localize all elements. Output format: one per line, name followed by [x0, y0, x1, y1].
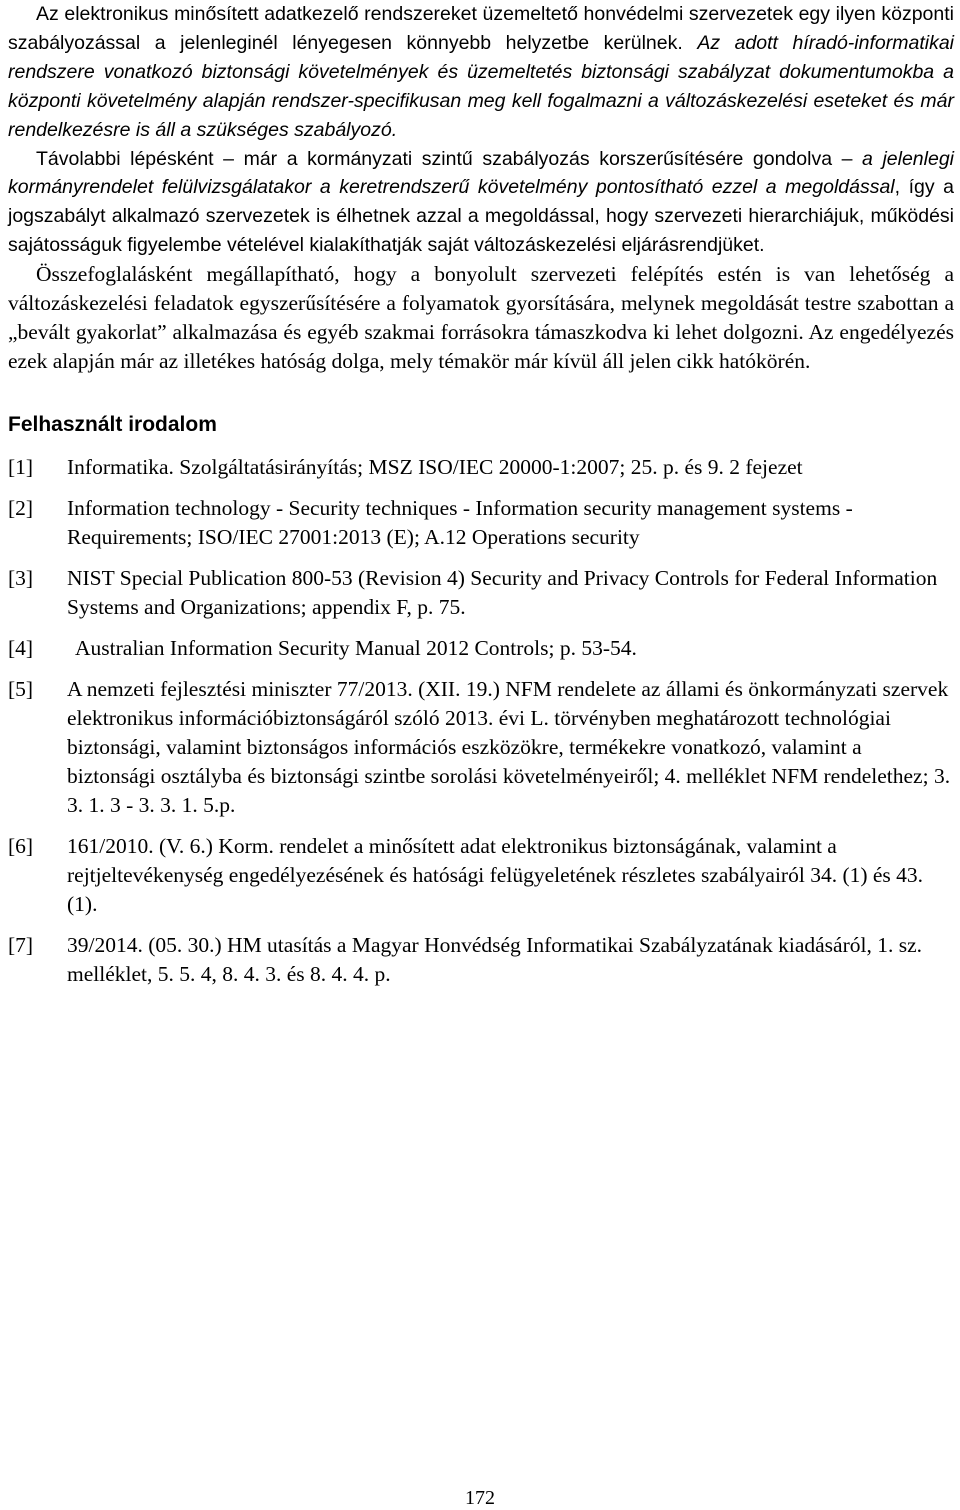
page-number: 172 [465, 1487, 495, 1509]
reference-text: 39/2014. (05. 30.) HM utasítás a Magyar Honvédség Informatikai Szabályzatának kiadásáról, 1. sz. melléklet, 5. 5. 4, 8. 4. 3. és 8. 4. 4. p. [67, 933, 922, 987]
reference-text: 161/2010. (V. 6.) Korm. rendelet a minősített adat elektronikus biztonságának, valamint a rejtjeltevékenység engedélyezésének és hatósági felügyeletének részletes szabályairól 34. (1) és 43. (1). [67, 834, 924, 917]
reference-number: [4] [8, 636, 34, 661]
reference-number: [3] [8, 566, 34, 591]
body-paragraph-1 [8, 0, 954, 145]
reference-item-3 [8, 564, 954, 622]
reference-number: [2] [8, 496, 34, 521]
reference-text: Informatika. Szolgáltatásirányítás; MSZ ISO/IEC 20000-1:2007; 25. p. és 9. 2 fejezet [67, 455, 803, 480]
reference-item-5 [8, 675, 954, 820]
paragraph-2-text-b: , így a jogszabályt alkalmazó szervezetek is élhetnek azzal a megoldással, hogy szervezeti hierarchiájuk, működési sajátosságuk figyelembe vételével kialakíthatják saját változáskezelési eljárásrendjüket. [8, 176, 954, 257]
paragraph-3-text: Összefoglalásként megállapítható, hogy a bonyolult szervezeti felépítés estén is van lehetőség a változáskezelési feladatok egyszerűsítésére a folyamatok gyorsítására, melynek megoldását testre szabottan a „bevált gyakorlat” alkalmazása és egyéb szakmai forrásokra támaszkodva ki lehet dolgozni. Az engedélyezés ezek alapján már az illetékes hatóság dolga, mely témakör már kívül áll jelen cikk hatókörén. [8, 262, 954, 374]
reference-item-1 [8, 453, 954, 482]
reference-list [8, 453, 954, 989]
reference-text: NIST Special Publication 800-53 (Revision 4) Security and Privacy Controls for Federal Information Systems and Organizations; appendix F, p. 75. [67, 566, 938, 620]
reference-text: A nemzeti fejlesztési miniszter 77/2013. (XII. 19.) NFM rendelete az állami és önkormányzati szervek elektronikus információbiztonságáról szóló 2013. évi L. törvényben meghatározott technológiai biztonsági, valamint biztonságos információs eszközökre, termékekre vonatkozó, valamint a biztonsági osztályba és biztonsági szintbe sorolási követelményeiről; 4. melléklet NFM rendelethez; 3. 3. 1. 3 - 3. 3. 1. 5.p. [67, 677, 951, 818]
reference-item-7 [8, 931, 954, 989]
reference-text: Information technology - Security techniques - Information security management systems - Requirements; ISO/IEC 27001:2013 (E); A.12 Operations security [67, 496, 853, 550]
paragraph-1-text: Az elektronikus minősített adatkezelő rendszereket üzemeltető honvédelmi szervezetek egy ilyen központi szabályozással a jelenleginél lényegesen könnyebb helyzetbe kerülnek. [8, 3, 954, 54]
body-paragraph-3 [8, 260, 954, 376]
reference-number: [5] [8, 677, 34, 702]
reference-text: Australian Information Security Manual 2012 Controls; p. 53-54. [75, 636, 637, 661]
paragraph-1-italic-text: Az adott híradó-informatikai rendszere vonatkozó biztonsági követelmények és üzemeltetés biztonsági szabályzat dokumentumokba a központi követelmény alapján rendszer-specifikusan meg kell fogalmazni a változáskezelési eseteket és már rendelkezésre is áll a szükséges szabályozó. [8, 31, 954, 141]
reference-item-6 [8, 832, 954, 919]
paragraph-2-italic-text: a jelenlegi kormányrendelet felülvizsgálatakor a keretrendszerű követelmény pontosítható ezzel a megoldással [8, 147, 954, 199]
reference-item-2 [8, 494, 954, 552]
document-page [8, 0, 954, 1001]
reference-number: [1] [8, 455, 34, 480]
reference-number: [6] [8, 834, 34, 859]
references-heading: Felhasznált irodalom [8, 413, 217, 437]
reference-number: [7] [8, 933, 34, 958]
paragraph-2-text-a: Távolabbi lépésként – már a kormányzati szintű szabályozás korszerűsítésére gondolva – [36, 147, 863, 170]
body-paragraph-2 [8, 145, 954, 261]
reference-item-4 [8, 634, 954, 663]
